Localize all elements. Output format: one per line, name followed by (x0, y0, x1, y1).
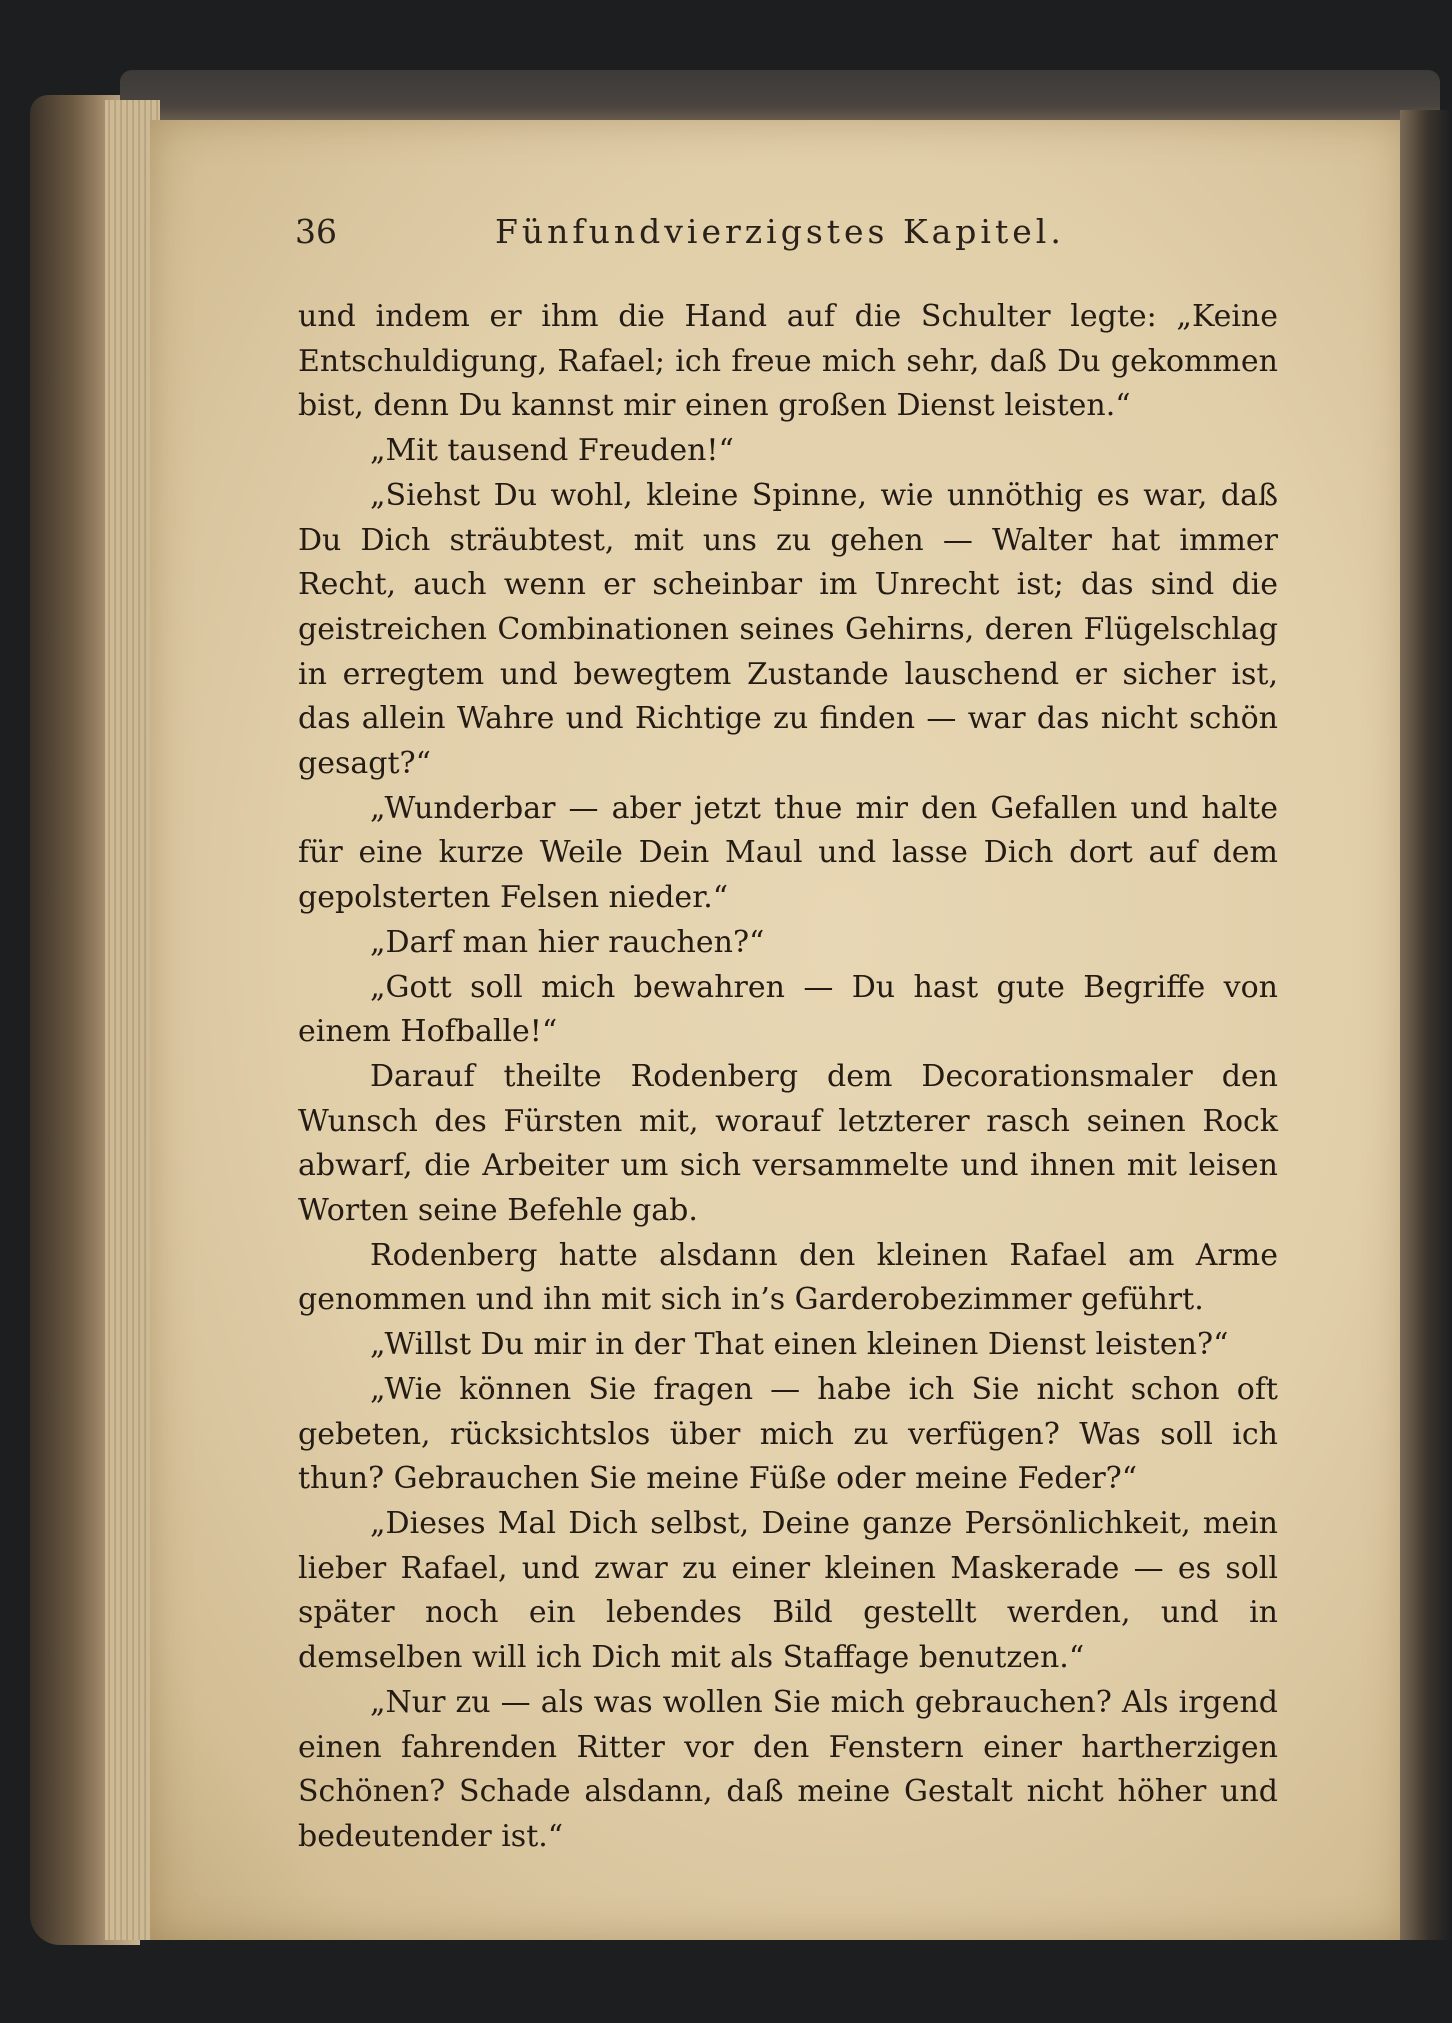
paragraph: „Siehst Du wohl, kleine Spinne, wie unnöthig es war, daß Du Dich sträubtest, mit uns zu gehen — Walter hat immer Recht, auch wenn er scheinbar im Unrecht ist; das sind die geistreichen Combinationen seines Gehirns, deren Flügelschlag in erregtem und bewegtem Zustande lauschend er sicher ist, das allein Wahre und Richtige zu finden — war das nicht schön gesagt?“ (298, 477, 1278, 782)
running-title: Fünfundvierzigstes Kapitel. (495, 212, 1065, 251)
body-text (298, 295, 1278, 1860)
paragraph: „Mit tausend Freuden!“ (370, 433, 734, 469)
paragraph: „Willst Du mir in der That einen kleinen Dienst leisten?“ (370, 1327, 1229, 1363)
paragraph: „Dieses Mal Dich selbst, Deine ganze Persönlichkeit, mein lieber Rafael, und zwar zu einer kleinen Maskerade — es soll später noch ein lebendes Bild gestellt werden, und in demselben will ich Dich mit als Staffage benutzen.“ (298, 1505, 1278, 1676)
paragraph: „Darf man hier rauchen?“ (370, 924, 765, 960)
paragraph: und indem er ihm die Hand auf die Schulter legte: „Keine Entschuldigung, Rafael; ich freue mich sehr, daß Du gekommen bist, denn Du kannst mir einen großen Dienst leisten.“ (298, 299, 1278, 424)
paragraph: „Wunderbar — aber jetzt thue mir den Gefallen und halte für eine kurze Weile Dein Maul und lasse Dich dort auf dem gepolsterten Felsen nieder.“ (298, 790, 1278, 916)
paragraph: „Nur zu — als was wollen Sie mich gebrauchen? Als irgend einen fahrenden Ritter vor den Fenstern einer hartherzigen Schönen? Schade alsdann, daß meine Gestalt nicht höher und bedeutender ist.“ (298, 1684, 1278, 1854)
book-gutter (1400, 110, 1452, 1940)
paragraph: Darauf theilte Rodenberg dem Decorationsmaler den Wunsch des Fürsten mit, worauf letzterer rasch seinen Rock abwarf, die Arbeiter um sich versammelte und ihnen mit leisen Worten seine Befehle gab. (298, 1058, 1278, 1229)
paragraph: „Gott soll mich bewahren — Du hast gute Begriffe von einem Hofballe!“ (298, 969, 1278, 1050)
page-header (295, 212, 1305, 262)
paragraph: „Wie können Sie fragen — habe ich Sie nicht schon oft gebeten, rücksichtslos über mich zu verfügen? Was soll ich thun? Gebrauchen Sie meine Füße oder meine Feder?“ (298, 1371, 1278, 1497)
paragraph: Rodenberg hatte alsdann den kleinen Rafael am Arme genommen und ihn mit sich in’s Garderobezimmer geführt. (298, 1237, 1278, 1318)
page-number: 36 (295, 212, 337, 251)
